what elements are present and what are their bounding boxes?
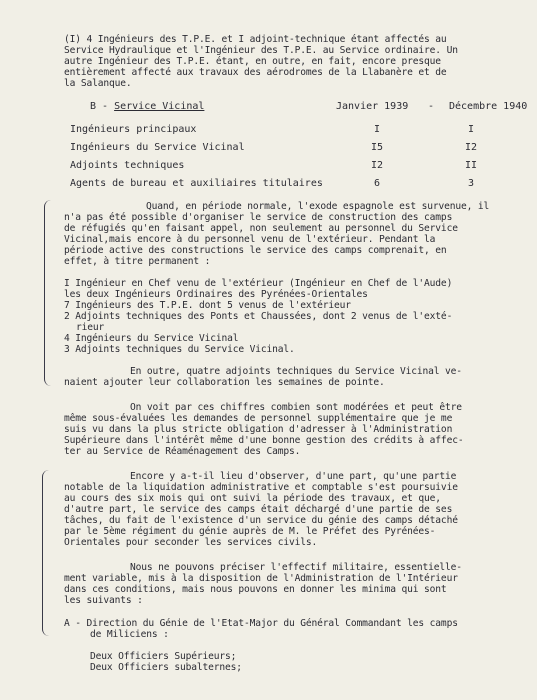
list-item: les deux Ingénieurs Ordinaires des Pyrénées-Orientales <box>64 289 368 300</box>
list-item: 2 Adjoints techniques des Ponts et Chaussées, dont 2 venus de l'exté- <box>64 311 453 322</box>
table-row-value-1940: I2 <box>465 142 478 153</box>
table-col-separator: - <box>428 101 435 112</box>
table-row-value-1940: 3 <box>468 178 475 189</box>
intro-line: Service Hydraulique et l'Ingénieur des T.P.E. au Service ordinaire. Un <box>64 45 458 56</box>
table-row-value-1940: I <box>468 124 475 135</box>
intro-line: (I) 4 Ingénieurs des T.P.E. et I adjoint-technique étant affectés au <box>64 34 447 45</box>
body-line: ter au Service de Réaménagement des Camps. <box>64 446 301 457</box>
body-line: n'a pas été possible d'organiser le service de construction des camps <box>64 212 453 223</box>
table-row-label: Adjoints techniques <box>70 160 185 171</box>
table-row-value-1939: I <box>374 124 381 135</box>
body-line: Orientales pour seconder les services civils. <box>64 537 318 548</box>
table-row-value-1939: 6 <box>374 178 381 189</box>
body-line: On voit par ces chiffres combien sont modérées et peut être <box>130 402 462 413</box>
body-line: d'autre part, le service des camps était déchargé d'une partie de ses <box>64 504 453 515</box>
table-row-value-1939: I2 <box>371 160 384 171</box>
table-row-label: Ingénieurs du Service Vicinal <box>70 142 245 153</box>
body-line: naient ajouter leur collaboration les semaines de pointe. <box>64 377 385 388</box>
body-line: Deux Officiers subalternes; <box>90 662 242 673</box>
body-line: même sous-évaluées les demandes de personnel supplémentaire que je me <box>64 413 453 424</box>
table-col-header-1939: Janvier 1939 <box>336 101 409 112</box>
intro-line: la Salanque. <box>64 78 132 89</box>
body-line: suis vu dans la plus stricte obligation d'adresser à l'Administration <box>64 424 453 435</box>
margin-bracket <box>42 470 49 636</box>
table-row-value-1940: II <box>465 160 478 171</box>
body-line: Supérieure dans l'intérêt même d'une bonne gestion des crédits à affec- <box>64 435 464 446</box>
body-line: ment variable, mis à la disposition de l'Administration de l'Intérieur <box>64 573 458 584</box>
body-line: les suivants : <box>64 595 143 606</box>
list-item: I Ingénieur en Chef venu de l'extérieur (Ingénieur en Chef de l'Aude) <box>64 278 453 289</box>
table-row-value-1939: I5 <box>371 142 384 153</box>
body-line: période active des constructions le service des camps comprenait, en <box>64 245 447 256</box>
table-row-label: Ingénieurs principaux <box>70 124 197 135</box>
body-line: tâches, du fait de l'existence d'un service du génie des camps détaché <box>64 515 458 526</box>
table-row-label: Agents de bureau et auxiliaires titulaires <box>70 178 323 189</box>
body-line: de réfugiés qu'en faisant appel, non seulement au personnel du Service <box>64 223 458 234</box>
body-line: A - Direction du Génie de l'Etat-Major du Général Commandant les camps <box>64 618 458 629</box>
body-line: au cours des six mois qui ont suivi la période des travaux, et que, <box>64 493 441 504</box>
body-line: par le 5ème régiment du génie auprès de M. le Préfet des Pyrénées- <box>64 526 436 537</box>
list-item: rieur <box>76 322 105 333</box>
table-section-heading: B - Service Vicinal <box>90 101 205 112</box>
intro-line: entièrement affecté aux travaux des aérodromes de la Llabanère et de <box>64 67 447 78</box>
list-item: 7 Ingénieurs des T.P.E. dont 5 venus de l'extérieur <box>64 300 351 311</box>
body-line: Nous ne pouvons préciser l'effectif militaire, essentielle- <box>130 562 462 573</box>
body-line: dans ces conditions, mais nous pouvons en donner les minima qui sont <box>64 584 447 595</box>
table-col-header-1940: Décembre 1940 <box>449 101 528 112</box>
body-line: Encore y a-t-il lieu d'observer, d'une part, qu'une partie <box>130 471 457 482</box>
margin-bracket <box>44 200 51 386</box>
body-line: effet, à titre permanent : <box>64 256 211 267</box>
body-line: Quand, en période normale, l'exode espagnole est survenue, il <box>146 201 490 212</box>
intro-line: autre Ingénieur des T.P.E. étant, en outre, en fait, encore presque <box>64 56 441 67</box>
list-item: 4 Ingénieurs du Service Vicinal <box>64 333 239 344</box>
body-line: notable de la liquidation administrative et comptable s'est poursuivie <box>64 482 458 493</box>
body-line: Deux Officiers Supérieurs; <box>90 651 237 662</box>
body-line: Vicinal,mais encore à du personnel venu de l'extérieur. Pendant la <box>64 234 436 245</box>
body-line: En outre, quatre adjoints techniques du Service Vicinal ve- <box>130 366 462 377</box>
body-line: de Miliciens : <box>90 629 169 640</box>
list-item: 3 Adjoints techniques du Service Vicinal. <box>64 344 295 355</box>
